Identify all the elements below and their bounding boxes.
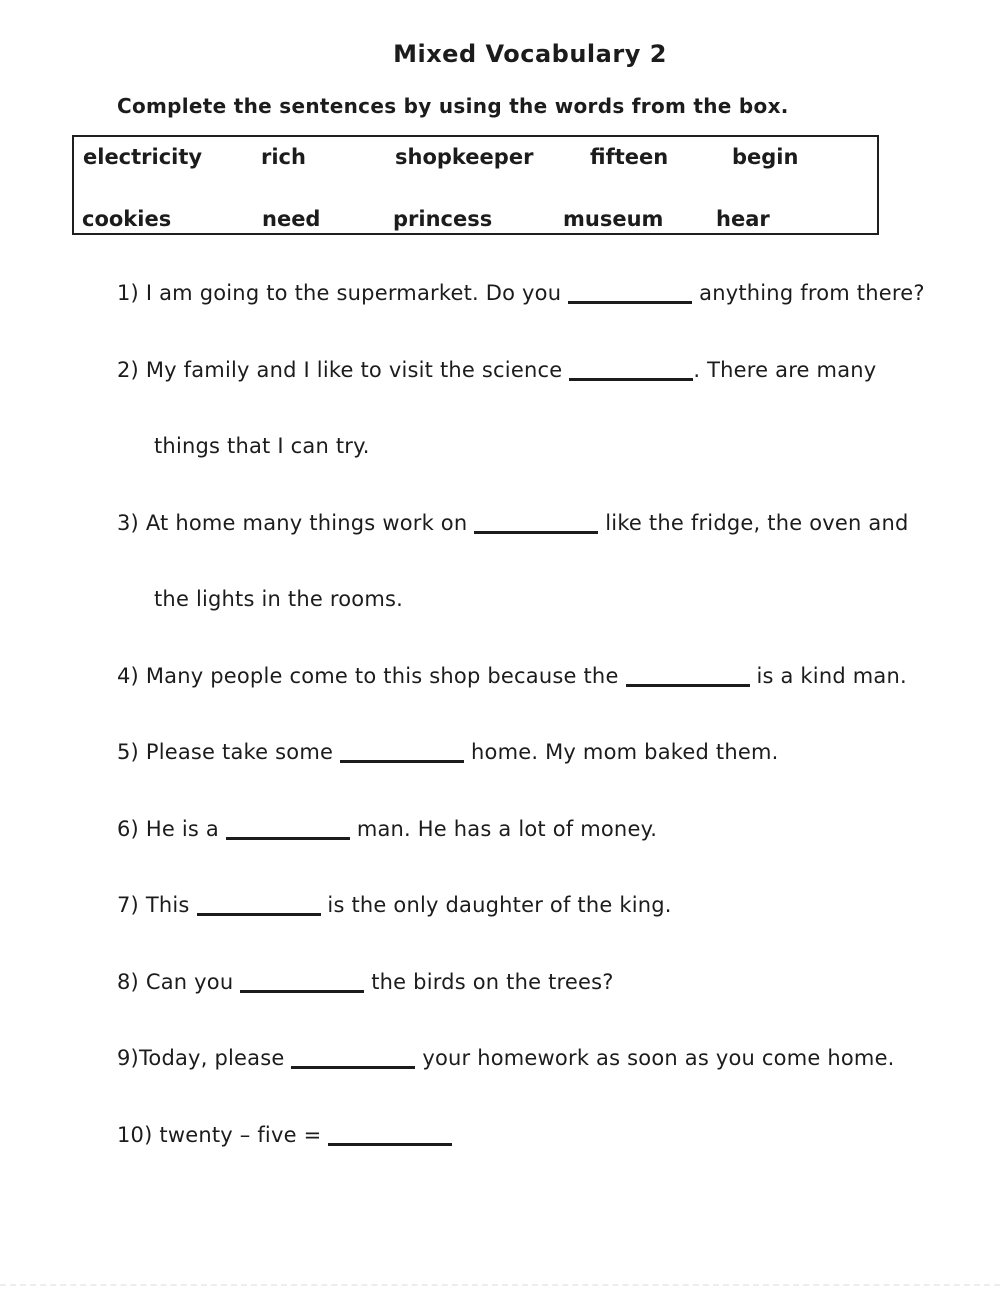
- word-fifteen: fifteen: [590, 145, 669, 169]
- sentence-6-post: man. He has a lot of money.: [349, 817, 658, 841]
- sentence-3-continuation: [154, 587, 403, 612]
- sentence-8-post: the birds on the trees?: [364, 970, 614, 994]
- blank-2[interactable]: [569, 358, 693, 381]
- sentence-4-pre: 4) Many people come to this shop because the: [117, 664, 619, 688]
- blank-6[interactable]: [226, 817, 350, 840]
- sentence-7-pre: 7) This: [117, 893, 190, 917]
- page-title: Mixed Vocabulary 2: [393, 40, 667, 68]
- instruction-text: Complete the sentences by using the words from the box.: [117, 94, 789, 118]
- word-begin: begin: [732, 145, 799, 169]
- sentence-1-post: anything from there?: [692, 281, 925, 305]
- sentence-3-cont-text: the lights in the rooms.: [154, 587, 403, 611]
- sentence-10: [117, 1123, 452, 1148]
- sentence-9: [117, 1046, 895, 1071]
- sentence-2: [117, 358, 876, 383]
- sentence-7: [117, 893, 672, 918]
- sentence-2-post: . There are many: [693, 358, 877, 382]
- blank-8[interactable]: [240, 970, 364, 993]
- sentence-5-pre: 5) Please take some: [117, 740, 334, 764]
- sentence-2-cont-text: things that I can try.: [154, 434, 370, 458]
- word-cookies: cookies: [82, 207, 172, 231]
- word-shopkeeper: shopkeeper: [395, 145, 534, 169]
- sentence-1-pre: 1) I am going to the supermarket. Do you: [117, 281, 562, 305]
- sentence-6: [117, 817, 657, 842]
- sentence-5-post: home. My mom baked them.: [464, 740, 779, 764]
- sentence-6-pre: 6) He is a: [117, 817, 219, 841]
- word-rich: rich: [261, 145, 306, 169]
- scan-edge-artifact: [0, 1284, 1000, 1286]
- blank-3[interactable]: [474, 511, 598, 534]
- blank-4[interactable]: [626, 664, 750, 687]
- blank-7[interactable]: [197, 893, 321, 916]
- sentence-8: [117, 970, 614, 995]
- sentence-5: [117, 740, 779, 765]
- sentence-3: [117, 511, 909, 536]
- sentence-3-post: like the fridge, the oven and: [598, 511, 909, 535]
- word-electricity: electricity: [83, 145, 203, 169]
- sentence-3-pre: 3) At home many things work on: [117, 511, 468, 535]
- word-need: need: [262, 207, 321, 231]
- sentence-2-continuation: [154, 434, 370, 459]
- sentence-10-pre: 10) twenty – five =: [117, 1123, 322, 1147]
- word-princess: princess: [393, 207, 493, 231]
- sentence-4: [117, 664, 907, 689]
- word-hear: hear: [716, 207, 770, 231]
- sentence-1: [117, 281, 925, 306]
- blank-9[interactable]: [291, 1046, 415, 1069]
- sentence-7-post: is the only daughter of the king.: [320, 893, 672, 917]
- word-box: [72, 135, 879, 235]
- sentence-9-post: your homework as soon as you come home.: [415, 1046, 895, 1070]
- word-museum: museum: [563, 207, 664, 231]
- blank-5[interactable]: [340, 740, 464, 763]
- sentence-9-pre: 9)Today, please: [117, 1046, 285, 1070]
- sentence-2-pre: 2) My family and I like to visit the science: [117, 358, 563, 382]
- blank-1[interactable]: [568, 281, 692, 304]
- blank-10[interactable]: [328, 1123, 452, 1146]
- sentence-8-pre: 8) Can you: [117, 970, 234, 994]
- sentence-4-post: is a kind man.: [749, 664, 907, 688]
